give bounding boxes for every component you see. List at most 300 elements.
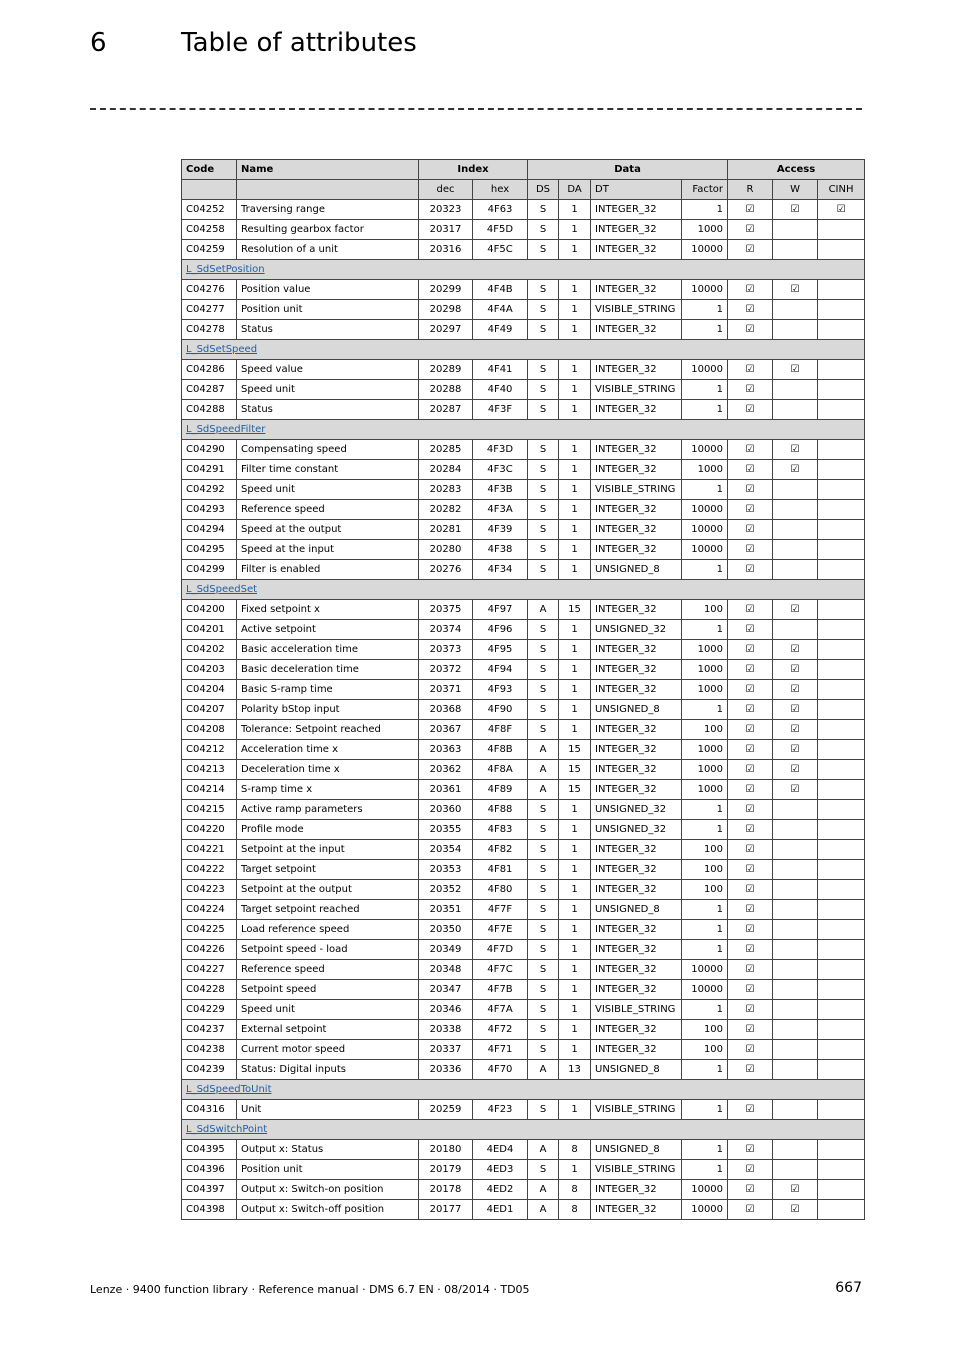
cell-code: C04238 <box>182 1040 237 1060</box>
cell-name: Profile mode <box>237 820 419 840</box>
cell-cinh <box>818 300 865 320</box>
cell-dec: 20348 <box>419 960 473 980</box>
header-w: W <box>773 180 818 200</box>
section-link[interactable]: L_SdSetSpeed <box>186 344 258 355</box>
cell-r: ☑ <box>728 840 773 860</box>
cell-dec: 20316 <box>419 240 473 260</box>
cell-dt: INTEGER_32 <box>591 500 682 520</box>
cell-name: Setpoint speed - load <box>237 940 419 960</box>
cell-r: ☑ <box>728 200 773 220</box>
cell-factor: 100 <box>682 860 728 880</box>
cell-w <box>773 1140 818 1160</box>
cell-name: Output x: Status <box>237 1140 419 1160</box>
table-row <box>182 1140 865 1160</box>
cell-hex: 4F8F <box>473 720 528 740</box>
section-cell <box>182 340 865 360</box>
cell-code: C04201 <box>182 620 237 640</box>
cell-dec: 20361 <box>419 780 473 800</box>
header-da: DA <box>559 180 591 200</box>
table-row <box>182 1060 865 1080</box>
cell-dec: 20281 <box>419 520 473 540</box>
cell-hex: 4F3A <box>473 500 528 520</box>
cell-dt: INTEGER_32 <box>591 1040 682 1060</box>
table-row <box>182 680 865 700</box>
header-hex: hex <box>473 180 528 200</box>
cell-r: ☑ <box>728 1040 773 1060</box>
table-row <box>182 760 865 780</box>
cell-hex: 4F8B <box>473 740 528 760</box>
cell-hex: 4ED4 <box>473 1140 528 1160</box>
cell-dec: 20352 <box>419 880 473 900</box>
cell-dec: 20350 <box>419 920 473 940</box>
cell-hex: 4F72 <box>473 1020 528 1040</box>
cell-hex: 4F8A <box>473 760 528 780</box>
cell-name: Speed unit <box>237 1000 419 1020</box>
cell-da: 1 <box>559 960 591 980</box>
cell-hex: 4F82 <box>473 840 528 860</box>
cell-name: Filter time constant <box>237 460 419 480</box>
cell-cinh <box>818 220 865 240</box>
cell-da: 15 <box>559 780 591 800</box>
cell-dec: 20284 <box>419 460 473 480</box>
cell-dt: VISIBLE_STRING <box>591 480 682 500</box>
cell-code: C04204 <box>182 680 237 700</box>
cell-da: 1 <box>559 940 591 960</box>
cell-code: C04397 <box>182 1180 237 1200</box>
cell-factor: 1 <box>682 480 728 500</box>
cell-ds: A <box>528 740 559 760</box>
cell-da: 1 <box>559 800 591 820</box>
cell-w: ☑ <box>773 1180 818 1200</box>
cell-name: Resulting gearbox factor <box>237 220 419 240</box>
cell-cinh <box>818 860 865 880</box>
cell-w: ☑ <box>773 680 818 700</box>
cell-code: C04294 <box>182 520 237 540</box>
section-cell <box>182 1080 865 1100</box>
table-body <box>182 200 865 1220</box>
cell-factor: 1000 <box>682 660 728 680</box>
cell-name: Status <box>237 400 419 420</box>
cell-dec: 20317 <box>419 220 473 240</box>
cell-r: ☑ <box>728 360 773 380</box>
cell-factor: 1 <box>682 300 728 320</box>
cell-factor: 1 <box>682 1140 728 1160</box>
cell-ds: S <box>528 720 559 740</box>
cell-name: Active ramp parameters <box>237 800 419 820</box>
cell-code: C04290 <box>182 440 237 460</box>
cell-dt: INTEGER_32 <box>591 940 682 960</box>
cell-cinh <box>818 940 865 960</box>
cell-hex: 4F3C <box>473 460 528 480</box>
cell-r: ☑ <box>728 860 773 880</box>
cell-code: C04259 <box>182 240 237 260</box>
cell-dt: INTEGER_32 <box>591 980 682 1000</box>
cell-dec: 20373 <box>419 640 473 660</box>
cell-w <box>773 980 818 1000</box>
cell-dt: INTEGER_32 <box>591 320 682 340</box>
cell-ds: S <box>528 380 559 400</box>
cell-r: ☑ <box>728 940 773 960</box>
cell-name: Deceleration time x <box>237 760 419 780</box>
cell-da: 1 <box>559 700 591 720</box>
cell-dt: UNSIGNED_8 <box>591 1060 682 1080</box>
cell-ds: S <box>528 900 559 920</box>
cell-cinh <box>818 1200 865 1220</box>
table-row <box>182 860 865 880</box>
table-row <box>182 960 865 980</box>
cell-name: Status: Digital inputs <box>237 1060 419 1080</box>
cell-dec: 20336 <box>419 1060 473 1080</box>
cell-hex: 4F4A <box>473 300 528 320</box>
cell-factor: 100 <box>682 880 728 900</box>
table-row <box>182 1200 865 1220</box>
cell-factor: 10000 <box>682 520 728 540</box>
table-row <box>182 200 865 220</box>
table-row <box>182 600 865 620</box>
cell-w <box>773 820 818 840</box>
cell-factor: 1 <box>682 200 728 220</box>
cell-ds: S <box>528 920 559 940</box>
cell-factor: 1 <box>682 1060 728 1080</box>
cell-da: 1 <box>559 500 591 520</box>
cell-code: C04203 <box>182 660 237 680</box>
cell-r: ☑ <box>728 280 773 300</box>
cell-dec: 20351 <box>419 900 473 920</box>
cell-factor: 100 <box>682 1040 728 1060</box>
cell-name: Setpoint at the input <box>237 840 419 860</box>
cell-dec: 20354 <box>419 840 473 860</box>
cell-cinh <box>818 280 865 300</box>
cell-dec: 20374 <box>419 620 473 640</box>
cell-name: Speed value <box>237 360 419 380</box>
cell-code: C04276 <box>182 280 237 300</box>
cell-ds: S <box>528 480 559 500</box>
section-row <box>182 580 865 600</box>
cell-dec: 20276 <box>419 560 473 580</box>
cell-name: Speed at the output <box>237 520 419 540</box>
table-row <box>182 220 865 240</box>
cell-cinh <box>818 620 865 640</box>
section-cell <box>182 420 865 440</box>
cell-r: ☑ <box>728 240 773 260</box>
cell-name: Tolerance: Setpoint reached <box>237 720 419 740</box>
cell-cinh <box>818 740 865 760</box>
cell-dt: INTEGER_32 <box>591 280 682 300</box>
table-row <box>182 360 865 380</box>
cell-name: Basic deceleration time <box>237 660 419 680</box>
cell-r: ☑ <box>728 740 773 760</box>
table-row <box>182 780 865 800</box>
cell-r: ☑ <box>728 660 773 680</box>
cell-dt: INTEGER_32 <box>591 200 682 220</box>
cell-factor: 1 <box>682 1160 728 1180</box>
cell-cinh: ☑ <box>818 200 865 220</box>
cell-ds: S <box>528 220 559 240</box>
cell-code: C04223 <box>182 880 237 900</box>
cell-hex: 4F94 <box>473 660 528 680</box>
cell-cinh <box>818 880 865 900</box>
cell-code: C04252 <box>182 200 237 220</box>
cell-hex: 4F5C <box>473 240 528 260</box>
cell-r: ☑ <box>728 600 773 620</box>
cell-dt: UNSIGNED_8 <box>591 900 682 920</box>
cell-dt: INTEGER_32 <box>591 1200 682 1220</box>
cell-hex: 4ED2 <box>473 1180 528 1200</box>
cell-factor: 1 <box>682 1100 728 1120</box>
cell-dec: 20367 <box>419 720 473 740</box>
cell-ds: S <box>528 400 559 420</box>
cell-dec: 20280 <box>419 540 473 560</box>
cell-factor: 1 <box>682 400 728 420</box>
cell-name: Filter is enabled <box>237 560 419 580</box>
cell-code: C04227 <box>182 960 237 980</box>
table-row <box>182 880 865 900</box>
section-link[interactable]: L_SdSpeedSet <box>186 584 258 595</box>
cell-cinh <box>818 960 865 980</box>
cell-dt: UNSIGNED_32 <box>591 620 682 640</box>
cell-factor: 1 <box>682 620 728 640</box>
cell-code: C04292 <box>182 480 237 500</box>
cell-dec: 20323 <box>419 200 473 220</box>
cell-dt: INTEGER_32 <box>591 660 682 680</box>
table-row <box>182 560 865 580</box>
cell-hex: 4F3B <box>473 480 528 500</box>
cell-dt: INTEGER_32 <box>591 520 682 540</box>
cell-factor: 1 <box>682 380 728 400</box>
cell-cinh <box>818 440 865 460</box>
cell-r: ☑ <box>728 760 773 780</box>
cell-factor: 1 <box>682 920 728 940</box>
cell-hex: 4F7C <box>473 960 528 980</box>
section-row <box>182 260 865 280</box>
cell-dec: 20297 <box>419 320 473 340</box>
cell-da: 1 <box>559 220 591 240</box>
header-code-sub <box>182 180 237 200</box>
section-link[interactable]: L_SdSwitchPoint <box>186 1124 268 1135</box>
cell-hex: 4F95 <box>473 640 528 660</box>
cell-dt: UNSIGNED_8 <box>591 1140 682 1160</box>
cell-dt: UNSIGNED_8 <box>591 700 682 720</box>
cell-dt: INTEGER_32 <box>591 760 682 780</box>
cell-ds: S <box>528 560 559 580</box>
cell-r: ☑ <box>728 1160 773 1180</box>
cell-r: ☑ <box>728 1020 773 1040</box>
cell-w: ☑ <box>773 360 818 380</box>
cell-name: Unit <box>237 1100 419 1120</box>
cell-name: Setpoint speed <box>237 980 419 1000</box>
header-dec: dec <box>419 180 473 200</box>
table-row <box>182 640 865 660</box>
cell-dec: 20179 <box>419 1160 473 1180</box>
cell-r: ☑ <box>728 400 773 420</box>
cell-ds: A <box>528 1140 559 1160</box>
cell-ds: S <box>528 440 559 460</box>
cell-factor: 100 <box>682 1020 728 1040</box>
section-link[interactable]: L_SdSetPosition <box>186 264 265 275</box>
table-row <box>182 500 865 520</box>
section-link[interactable]: L_SdSpeedToUnit <box>186 1084 272 1095</box>
cell-cinh <box>818 360 865 380</box>
cell-name: Reference speed <box>237 500 419 520</box>
cell-cinh <box>818 1180 865 1200</box>
cell-factor: 10000 <box>682 500 728 520</box>
cell-dec: 20285 <box>419 440 473 460</box>
cell-ds: S <box>528 860 559 880</box>
cell-name: Basic acceleration time <box>237 640 419 660</box>
cell-ds: S <box>528 1020 559 1040</box>
cell-ds: S <box>528 620 559 640</box>
cell-w: ☑ <box>773 660 818 680</box>
cell-name: Position unit <box>237 1160 419 1180</box>
cell-r: ☑ <box>728 300 773 320</box>
cell-cinh <box>818 1040 865 1060</box>
cell-ds: A <box>528 1060 559 1080</box>
table-row <box>182 460 865 480</box>
cell-ds: S <box>528 460 559 480</box>
cell-name: Compensating speed <box>237 440 419 460</box>
cell-w <box>773 500 818 520</box>
cell-hex: 4F34 <box>473 560 528 580</box>
cell-hex: 4ED3 <box>473 1160 528 1180</box>
cell-cinh <box>818 380 865 400</box>
cell-factor: 1 <box>682 1000 728 1020</box>
header-factor: Factor <box>682 180 728 200</box>
cell-w <box>773 240 818 260</box>
cell-r: ☑ <box>728 1180 773 1200</box>
header-data: Data <box>528 160 728 180</box>
cell-cinh <box>818 1020 865 1040</box>
cell-w <box>773 1000 818 1020</box>
cell-name: Traversing range <box>237 200 419 220</box>
cell-hex: 4F5D <box>473 220 528 240</box>
cell-hex: 4F23 <box>473 1100 528 1120</box>
cell-hex: 4F70 <box>473 1060 528 1080</box>
cell-hex: 4F97 <box>473 600 528 620</box>
cell-ds: S <box>528 200 559 220</box>
cell-r: ☑ <box>728 220 773 240</box>
cell-w <box>773 1160 818 1180</box>
cell-code: C04208 <box>182 720 237 740</box>
cell-da: 1 <box>559 400 591 420</box>
cell-ds: S <box>528 820 559 840</box>
cell-da: 1 <box>559 1040 591 1060</box>
cell-w: ☑ <box>773 760 818 780</box>
section-row <box>182 420 865 440</box>
cell-w <box>773 400 818 420</box>
cell-w: ☑ <box>773 200 818 220</box>
cell-da: 1 <box>559 280 591 300</box>
cell-cinh <box>818 840 865 860</box>
cell-name: Speed unit <box>237 480 419 500</box>
cell-name: Reference speed <box>237 960 419 980</box>
cell-cinh <box>818 920 865 940</box>
cell-factor: 10000 <box>682 1200 728 1220</box>
cell-r: ☑ <box>728 520 773 540</box>
cell-dt: INTEGER_32 <box>591 680 682 700</box>
cell-w: ☑ <box>773 460 818 480</box>
cell-da: 15 <box>559 740 591 760</box>
cell-dec: 20282 <box>419 500 473 520</box>
table-row <box>182 620 865 640</box>
table-row <box>182 280 865 300</box>
cell-hex: 4F96 <box>473 620 528 640</box>
cell-da: 1 <box>559 460 591 480</box>
cell-r: ☑ <box>728 960 773 980</box>
cell-cinh <box>818 1060 865 1080</box>
cell-name: Active setpoint <box>237 620 419 640</box>
header-divider <box>90 108 862 110</box>
cell-r: ☑ <box>728 800 773 820</box>
cell-r: ☑ <box>728 920 773 940</box>
cell-hex: 4F7A <box>473 1000 528 1020</box>
cell-dt: VISIBLE_STRING <box>591 300 682 320</box>
cell-dt: INTEGER_32 <box>591 920 682 940</box>
cell-name: Fixed setpoint x <box>237 600 419 620</box>
cell-w <box>773 560 818 580</box>
cell-factor: 1 <box>682 560 728 580</box>
cell-dec: 20178 <box>419 1180 473 1200</box>
table-row <box>182 380 865 400</box>
cell-r: ☑ <box>728 700 773 720</box>
cell-r: ☑ <box>728 640 773 660</box>
cell-w: ☑ <box>773 1200 818 1220</box>
section-row <box>182 340 865 360</box>
table-row <box>182 480 865 500</box>
cell-factor: 1 <box>682 800 728 820</box>
cell-factor: 1 <box>682 900 728 920</box>
cell-dt: INTEGER_32 <box>591 360 682 380</box>
cell-dt: INTEGER_32 <box>591 600 682 620</box>
cell-cinh <box>818 680 865 700</box>
cell-code: C04214 <box>182 780 237 800</box>
cell-factor: 100 <box>682 720 728 740</box>
cell-factor: 10000 <box>682 280 728 300</box>
cell-dec: 20298 <box>419 300 473 320</box>
cell-da: 15 <box>559 600 591 620</box>
cell-ds: A <box>528 760 559 780</box>
cell-dec: 20363 <box>419 740 473 760</box>
cell-hex: 4F71 <box>473 1040 528 1060</box>
cell-cinh <box>818 520 865 540</box>
cell-factor: 1 <box>682 320 728 340</box>
cell-r: ☑ <box>728 880 773 900</box>
cell-hex: 4F40 <box>473 380 528 400</box>
cell-cinh <box>818 800 865 820</box>
cell-ds: A <box>528 1200 559 1220</box>
cell-code: C04237 <box>182 1020 237 1040</box>
cell-r: ☑ <box>728 380 773 400</box>
cell-w: ☑ <box>773 780 818 800</box>
cell-w <box>773 940 818 960</box>
cell-cinh <box>818 640 865 660</box>
cell-cinh <box>818 600 865 620</box>
table-row <box>182 1000 865 1020</box>
section-link[interactable]: L_SdSpeedFilter <box>186 424 266 435</box>
cell-w <box>773 840 818 860</box>
cell-cinh <box>818 1100 865 1120</box>
table-row <box>182 1100 865 1120</box>
cell-code: C04395 <box>182 1140 237 1160</box>
cell-name: Setpoint at the output <box>237 880 419 900</box>
cell-da: 15 <box>559 760 591 780</box>
cell-dt: INTEGER_32 <box>591 960 682 980</box>
cell-cinh <box>818 560 865 580</box>
cell-da: 8 <box>559 1140 591 1160</box>
table-row <box>182 240 865 260</box>
cell-ds: S <box>528 320 559 340</box>
cell-r: ☑ <box>728 1100 773 1120</box>
cell-da: 1 <box>559 900 591 920</box>
